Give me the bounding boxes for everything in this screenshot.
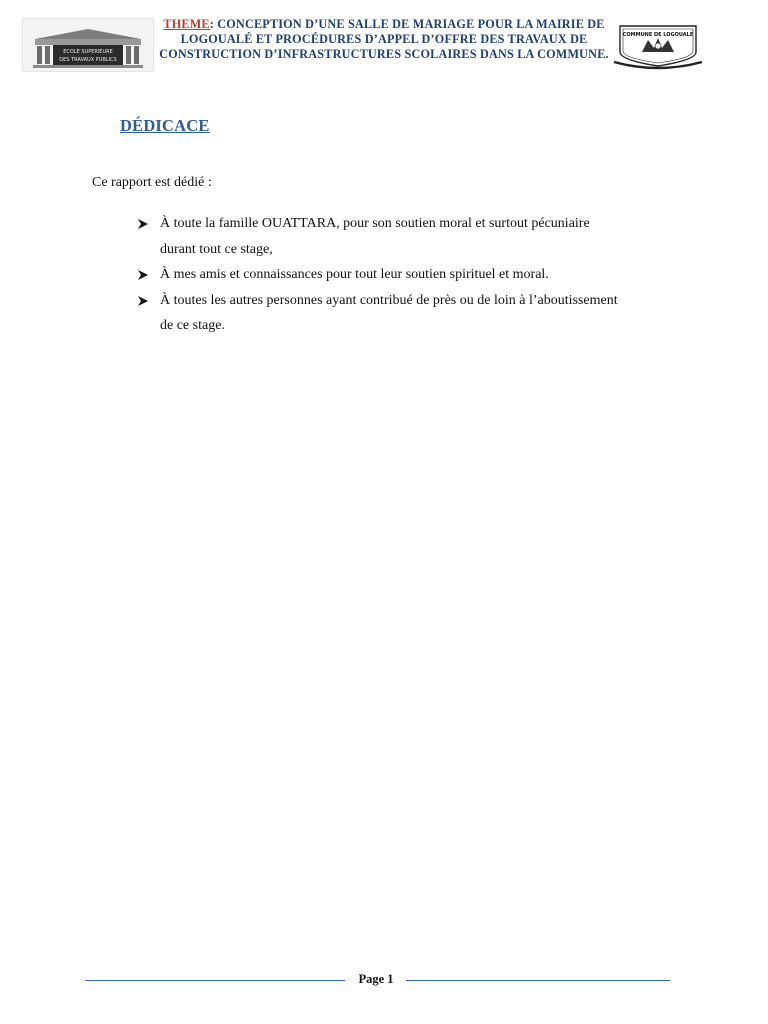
list-item-line: durant tout ce stage, — [160, 241, 273, 257]
dedication-intro: Ce rapport est dédié : — [92, 175, 212, 190]
report-theme-title — [158, 17, 610, 62]
list-item-line: À mes amis et connaissances pour tout leur soutien spirituel et moral. — [160, 267, 549, 282]
school-logo — [22, 18, 154, 72]
arrowhead-bullet-icon — [137, 295, 149, 307]
footer-divider — [85, 980, 345, 981]
arrowhead-bullet-icon — [137, 269, 149, 281]
school-logo-line-2: DES TRAVAUX PUBLICS — [59, 57, 117, 63]
dedication-list — [137, 211, 697, 339]
commune-crest-logo-icon — [612, 22, 704, 70]
page-footer — [0, 968, 768, 994]
list-item-line: À toute la famille OUATTARA, pour son soutien moral et surtout pécuniaire — [160, 216, 590, 231]
theme-label: THEME — [163, 17, 210, 31]
page-header — [0, 0, 768, 80]
dedication-heading: DÉDICACE — [120, 116, 210, 135]
page-number: Page 1 — [358, 972, 394, 986]
commune-logo — [612, 22, 704, 70]
theme-text: : CONCEPTION D’UNE SALLE DE MARIAGE POUR LA MAIRIE DE LOGOUALÉ ET PROCÉDURES D’APPEL D’OFFRE DES TRAVAUX DE CONSTRUCTION D’INFRASTRUCTURES SCOLAIRES DANS LA COMMUNE. — [159, 17, 609, 61]
list-item — [137, 211, 697, 262]
arrowhead-bullet-icon — [137, 218, 149, 230]
footer-divider — [406, 980, 670, 981]
list-item-line: de ce stage. — [160, 318, 225, 333]
commune-logo-text: COMMUNE DE LOGOUALE — [622, 32, 694, 38]
school-logo-line-1: ECOLE SUPERIEURE — [63, 49, 113, 55]
list-item-line: À toutes les autres personnes ayant contribué de près ou de loin à l’aboutissement — [160, 292, 618, 308]
school-building-logo-icon — [23, 19, 153, 71]
list-item — [137, 262, 697, 288]
list-item — [137, 288, 697, 339]
